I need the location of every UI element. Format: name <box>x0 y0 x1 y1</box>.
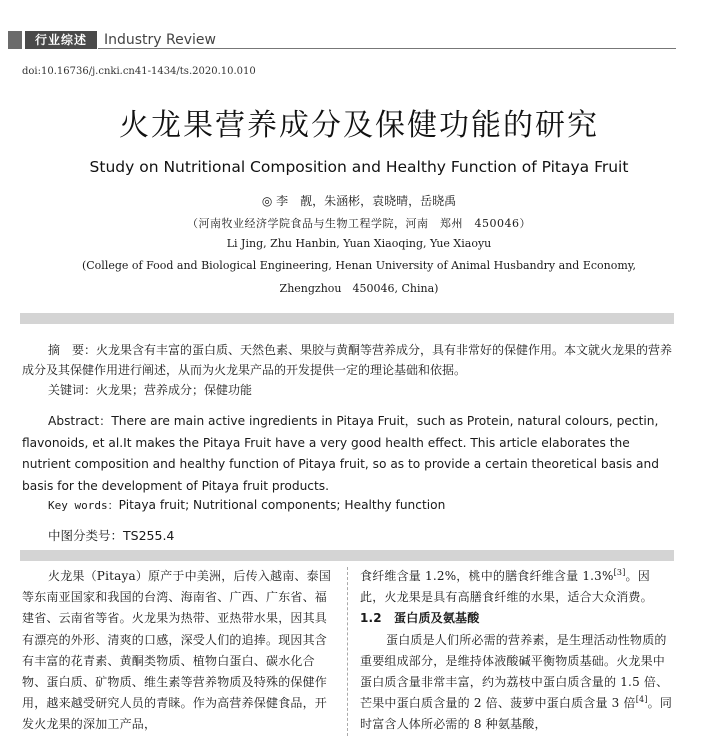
doi: doi:10.16736/j.cnki.cn41-1434/ts.2020.10.010 <box>22 66 256 77</box>
keywords-en-label: Key words： <box>48 499 119 512</box>
clc-label: 中图分类号： <box>48 528 124 543</box>
section-label-cn: 行业综述 <box>25 31 97 49</box>
body-paragraph-continued <box>360 566 674 608</box>
body-paragraph: 火龙果（Pitaya）原产于中美洲，后传入越南、泰国等东南亚国家和我国的台湾、海南省、广西、广东省、福建省、云南省等省。火龙果为热带、亚热带水果，因其具有漂亮的外形、清爽的口感，深受人们的追捧。现因其含有丰富的花青素、黄酮类物质、植物白蛋白、碳水化合物、蛋白质、矿物质、维生素等营养物质及特殊的保健作用，越来越受研究人员的青睐。作为高营养保健食品，开发火龙果的深加工产品， <box>22 569 332 732</box>
keywords-cn-text: 火龙果；营养成分；保健功能 <box>96 383 253 397</box>
citation-ref: [4] <box>635 695 648 705</box>
citation-ref: [3] <box>613 568 626 577</box>
abstract-en <box>22 411 676 497</box>
affiliation-en-line-1: (College of Food and Biological Engineering, Henan University of Animal Husbandry and Economy, <box>81 259 637 272</box>
body-text: 。同时富含人体所必需的 8 种氨基酸， <box>360 696 673 732</box>
clc-value: TS255.4 <box>123 528 175 543</box>
keywords-en-text: Pitaya fruit; Nutritional components; Healthy function <box>118 498 446 512</box>
affiliation-cn: （河南牧业经济学院食品与生物工程学院，河南 郑州 450046） <box>187 217 531 230</box>
body-text: 食纤维含量 1.2%，桃中的膳食纤维含量 1.3% <box>360 569 614 583</box>
authors-en: Li Jing, Zhu Hanbin, Yuan Xiaoqing, Yue Xiaoyu <box>226 237 492 250</box>
keywords-cn-label: 关键词： <box>48 383 97 397</box>
keywords-en <box>48 497 445 513</box>
header-accent-block <box>8 31 22 49</box>
affiliation-en-line-2: Zhengzhou 450046, China) <box>279 282 439 295</box>
section-header <box>8 31 676 49</box>
body-column-right <box>360 566 674 736</box>
keywords-cn <box>48 381 252 398</box>
authors-cn: ◎ 李 靓，朱涵彬，袁晓晴，岳晓禹 <box>261 194 457 208</box>
section-heading: 1.2 蛋白质及氨基酸 <box>360 611 480 626</box>
abstract-cn-label: 摘 要： <box>48 343 97 357</box>
title-en: Study on Nutritional Composition and Healthy Function of Pitaya Fruit <box>89 158 629 176</box>
body-column-left <box>22 566 336 736</box>
column-divider <box>347 567 348 736</box>
abstract-cn-text: 火龙果含有丰富的蛋白质、天然色素、果胶与黄酮等营养成分，具有非常好的保健作用。本文就火龙果的营养成分及其保健作用进行阐述，从而为火龙果产品的开发提供一定的理论基础和依据。 <box>22 343 673 377</box>
classification-number <box>48 526 174 544</box>
body-paragraph <box>360 630 674 736</box>
header-rule <box>98 48 676 49</box>
divider-band-top <box>20 313 674 324</box>
abstract-en-label: Abstract： <box>48 414 112 428</box>
abstract-en-text: There are main active ingredients in Pitaya Fruit，such as Protein, natural colours, pectin, flavonoids, et al.It makes the Pitaya Fruit have a very good health effect. This article elaborates the nutrient composition and healthy function of Pitaya fruit, so as to provide a certain theoretical basis and basis for the development of Pitaya fruit products. <box>22 414 659 493</box>
body-text: 蛋白质是人们所必需的营养素，是生理活动性物质的重要组成部分，是维持体液酸碱平衡物质基础。火龙果中蛋白质含量非常丰富，约为荔枝中蛋白质含量的 1.5 倍、芒果中蛋白质含量的 2 倍、菠萝中蛋白质含量 3 倍 <box>360 632 669 711</box>
divider-band-bottom <box>20 550 674 561</box>
title-cn: 火龙果营养成分及保健功能的研究 <box>119 108 599 143</box>
body-text: 。因此，火龙果是具有高膳食纤维的水果，适合大众消费。 <box>360 569 653 605</box>
section-label-en: Industry Review <box>104 32 216 48</box>
abstract-cn <box>22 340 674 380</box>
